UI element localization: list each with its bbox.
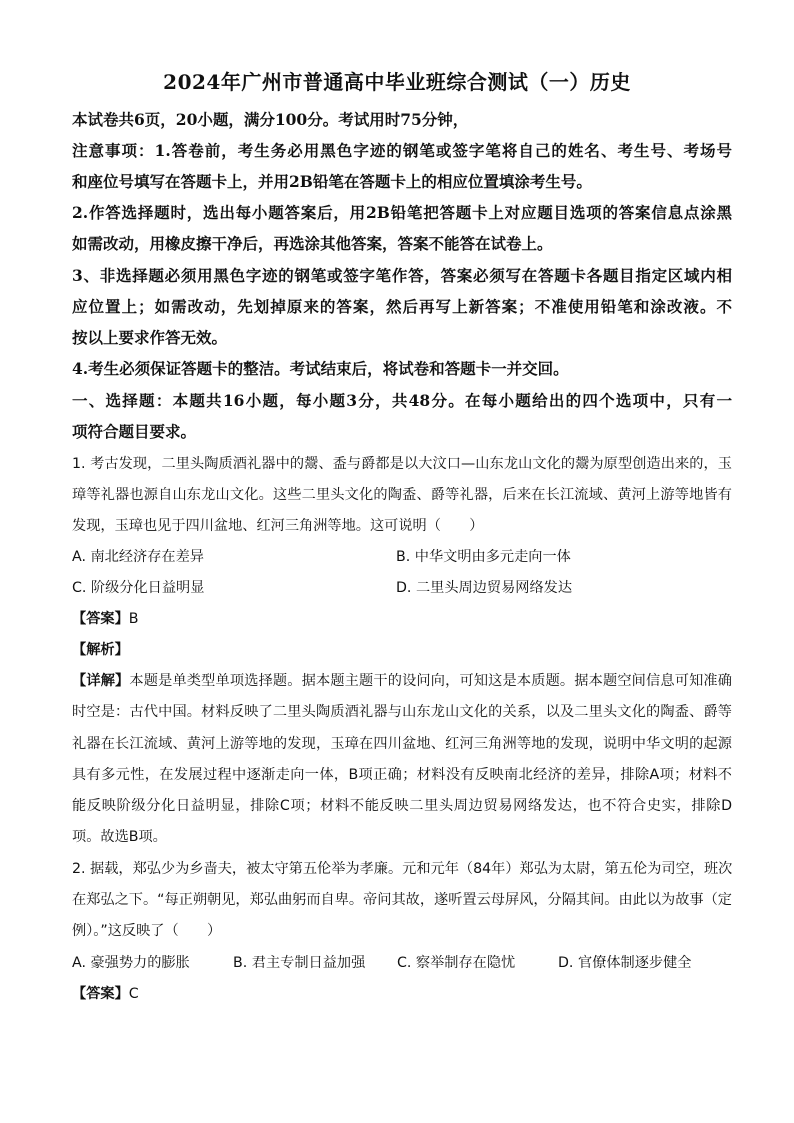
notes-line-5: 3、非选择题必须用黑色字迹的钢笔或签字笔作答，答案必须写在答题卡各题目指定区域内相 xyxy=(72,266,732,285)
q1-detail-line-3: 礼器在长江流域、黄河上游等地的发现，玉璋在四川盆地、红河三角洲等地的发现，说明中华文明的起源 xyxy=(72,736,732,752)
q1-detail-line-4: 具有多元性，在发展过程中逐渐走向一体，B项正确；材料没有反映南北经济的差异，排除A项；材料不 xyxy=(72,767,732,783)
notes-line-3: 2.作答选择题时，选出每小题答案后，用2B铅笔把答题卡上对应题目选项的答案信息点涂黑 xyxy=(72,203,732,222)
q1-answer-value: B xyxy=(128,611,139,627)
q1-analysis-tag xyxy=(72,639,129,659)
q1-stem-line-3: 发现，玉璋也见于四川盆地、红河三角洲等地。这可说明（ ） xyxy=(72,518,484,534)
q2-option-d: D. 官僚体制逐步健全 xyxy=(558,955,692,971)
q2-stem-line-2: 在郑弘之下。“每正朔朝见，郑弘曲躬而自卑。帝问其故，遂听置云母屏风，分隔其间。由此以为故事（定 xyxy=(72,892,732,908)
q1-option-d: D. 二里头周边贸易网络发达 xyxy=(396,580,573,596)
exam-summary: 本试卷共6页，20小题，满分100分。考试用时75分钟， xyxy=(72,110,469,129)
notes-line-6: 应位置上；如需改动，先划掉原来的答案，然后再写上新答案；不准使用铅笔和涂改液。不 xyxy=(72,297,732,316)
notes-line-7: 按以上要求作答无效。 xyxy=(72,328,228,347)
notes-line-4: 如需改动，用橡皮擦干净后，再选涂其他答案，答案不能答在试卷上。 xyxy=(72,234,553,253)
q1-detail-line-6: 项。故选B项。 xyxy=(72,829,167,845)
q2-answer xyxy=(72,983,139,1003)
notes-line-8: 4.考生必须保证答题卡的整洁。考试结束后，将试卷和答题卡一并交回。 xyxy=(72,359,569,378)
q1-stem-line-1: 1. 考古发现，二里头陶质酒礼器中的鬶、盉与爵都是以大汶口—山东龙山文化的鬶为原型创造出来的，玉 xyxy=(72,456,732,472)
q1-answer xyxy=(72,608,139,628)
q2-option-b: B. 君主专制日益加强 xyxy=(233,955,366,971)
q1-analysis-label: 【解析】 xyxy=(72,642,129,658)
notes-line-2: 和座位号填写在答题卡上，并用2B铅笔在答题卡上的相应位置填涂考生号。 xyxy=(72,172,592,191)
q1-detail-text-1: 本题是单类型单项选择题。据本题主题干的设问向，可知这是本质题。据本题空间信息可知准确 xyxy=(129,673,732,689)
q2-stem-line-1: 2. 据载，郑弘少为乡啬夫，被太守第五伦举为孝廉。元和元年（84年）郑弘为太尉，第五伦为司空，班次 xyxy=(72,861,732,877)
section-heading-line-2: 项符合题目要求。 xyxy=(72,422,197,441)
q2-option-a: A. 豪强势力的膨胀 xyxy=(72,955,190,971)
q2-answer-tag: 【答案】 xyxy=(72,986,129,1002)
section-heading-line-1: 一、选择题：本题共16小题，每小题3分，共48分。在每小题给出的四个选项中，只有一 xyxy=(72,391,732,410)
page-title: 2024年广州市普通高中毕业班综合测试（一）历史 xyxy=(163,70,631,94)
q1-answer-tag: 【答案】 xyxy=(72,611,129,627)
q1-option-b: B. 中华文明由多元走向一体 xyxy=(396,549,571,565)
q1-detail-line-5: 能反映阶级分化日益明显，排除C项；材料不能反映二里头周边贸易网络发达，也不符合史实，排除D xyxy=(72,798,732,814)
q1-stem-line-2: 璋等礼器也源自山东龙山文化。这些二里头文化的陶盉、爵等礼器，后来在长江流域、黄河上游等地皆有 xyxy=(72,487,732,503)
q2-option-c: C. 察举制存在隐忧 xyxy=(397,955,516,971)
notes-line-1: 注意事项：1.答卷前，考生务必用黑色字迹的钢笔或签字笔将自己的姓名、考生号、考场号 xyxy=(72,141,732,160)
q2-answer-value: C xyxy=(128,986,139,1002)
q1-option-a: A. 南北经济存在差异 xyxy=(72,549,204,565)
q1-detail-line-1 xyxy=(72,670,732,690)
q1-detail-tag: 【详解】 xyxy=(72,673,130,689)
q1-option-c: C. 阶级分化日益明显 xyxy=(72,580,205,596)
q1-detail-line-2: 时空是：古代中国。材料反映了二里头陶质酒礼器与山东龙山文化的关系，以及二里头文化的陶盉、爵等 xyxy=(72,704,732,720)
q2-stem-line-3: 例）。”这反映了（ ） xyxy=(72,923,222,939)
